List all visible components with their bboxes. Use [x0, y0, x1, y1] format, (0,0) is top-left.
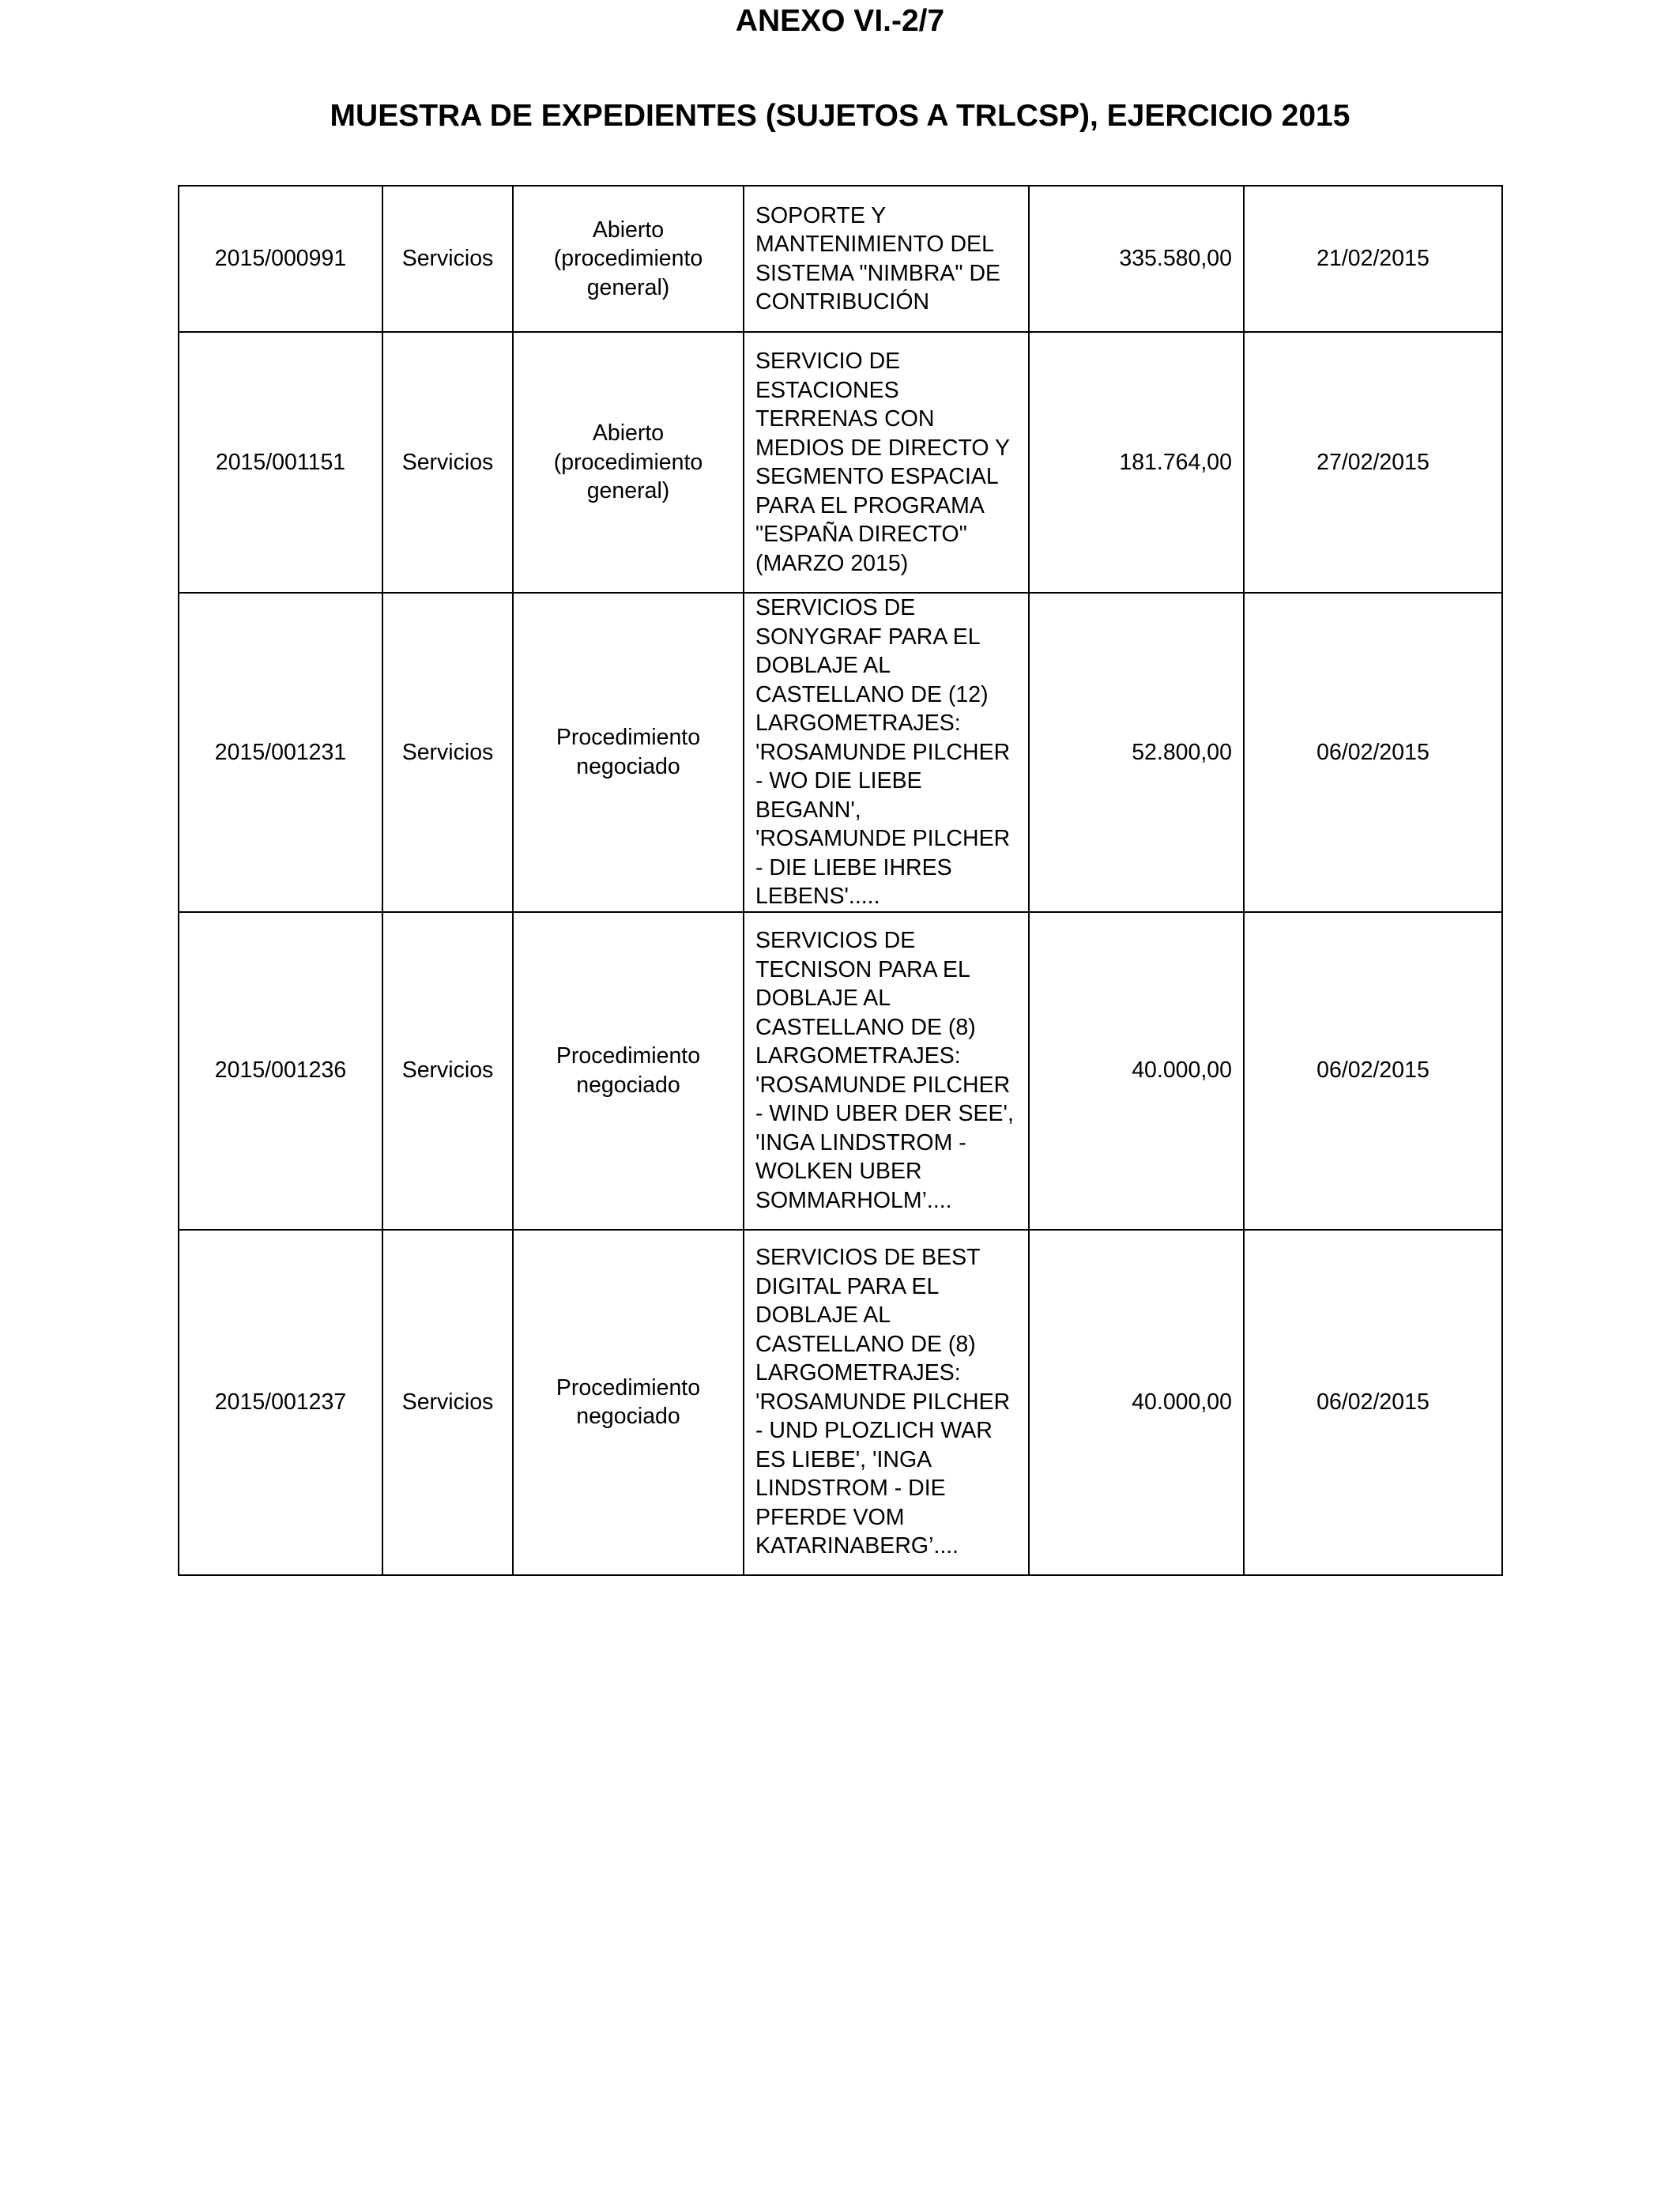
table-row: [179, 912, 1502, 1230]
tipo-cell: Servicios: [382, 332, 513, 593]
procedimiento-cell: Procedimiento negociado: [513, 593, 744, 912]
importe-cell: 335.580,00: [1029, 186, 1244, 332]
importe-cell: 40.000,00: [1029, 912, 1244, 1230]
tipo-cell: Servicios: [382, 593, 513, 912]
procedimiento-cell: Procedimiento negociado: [513, 1230, 744, 1575]
fecha-cell: 27/02/2015: [1244, 332, 1502, 593]
objeto-cell: [744, 332, 1029, 593]
tipo-cell: Servicios: [382, 186, 513, 332]
objeto-text: SERVICIO DE ESTACIONES TERRENAS CON MEDIOS DE DIRECTO Y SEGMENTO ESPACIAL PARA EL PROGRAMA "ESPAÑA DIRECTO" (MARZO 2015): [755, 349, 1010, 576]
importe-cell: 52.800,00: [1029, 593, 1244, 912]
expediente-cell: 2015/001151: [179, 332, 382, 593]
expedientes-table: [178, 185, 1503, 1576]
importe-cell: 181.764,00: [1029, 332, 1244, 593]
annex-title: ANEXO VI.-2/7: [735, 4, 945, 38]
objeto-cell: [744, 186, 1029, 332]
procedimiento-cell: Abierto (procedimiento general): [513, 332, 744, 593]
table-row: [179, 593, 1502, 912]
importe-cell: 40.000,00: [1029, 1230, 1244, 1575]
procedimiento-cell: Abierto (procedimiento general): [513, 186, 744, 332]
expediente-cell: 2015/001237: [179, 1230, 382, 1575]
objeto-text: SERVICIOS DE TECNISON PARA EL DOBLAJE AL CASTELLANO DE (8) LARGOMETRAJES: 'ROSAMUNDE PILCHER - WIND UBER DER SEE', 'INGA LINDSTROM - WOLKEN UBER SOMMARHOLM’....: [755, 928, 1014, 1213]
tipo-cell: Servicios: [382, 1230, 513, 1575]
objeto-text: SOPORTE Y MANTENIMIENTO DEL SISTEMA "NIMBRA" DE CONTRIBUCIÓN: [755, 202, 1001, 315]
objeto-cell: [744, 912, 1029, 1230]
document-title: MUESTRA DE EXPEDIENTES (SUJETOS A TRLCSP), EJERCICIO 2015: [330, 99, 1350, 133]
table-row: [179, 332, 1502, 593]
objeto-text: SERVICIOS DE SONYGRAF PARA EL DOBLAJE AL CASTELLANO DE (12) LARGOMETRAJES: 'ROSAMUNDE PILCHER - WO DIE LIEBE BEGANN', 'ROSAMUNDE PILCHER - DIE LIEBE IHRES LEBENS'.....: [755, 595, 1011, 909]
fecha-cell: 06/02/2015: [1244, 1230, 1502, 1575]
fecha-cell: 06/02/2015: [1244, 593, 1502, 912]
expediente-cell: 2015/000991: [179, 186, 382, 332]
expediente-cell: 2015/001231: [179, 593, 382, 912]
objeto-cell: [744, 593, 1029, 912]
tipo-cell: Servicios: [382, 912, 513, 1230]
fecha-cell: 06/02/2015: [1244, 912, 1502, 1230]
fecha-cell: 21/02/2015: [1244, 186, 1502, 332]
objeto-cell: [744, 1230, 1029, 1575]
expediente-cell: 2015/001236: [179, 912, 382, 1230]
table-row: [179, 186, 1502, 332]
procedimiento-cell: Procedimiento negociado: [513, 912, 744, 1230]
objeto-text: SERVICIOS DE BEST DIGITAL PARA EL DOBLAJE AL CASTELLANO DE (8) LARGOMETRAJES: 'ROSAMUNDE PILCHER - UND PLOZLICH WAR ES LIEBE', 'INGA LINDSTROM - DIE PFERDE VOM KATARINABERG’....: [755, 1245, 1011, 1559]
table-row: [179, 1230, 1502, 1575]
